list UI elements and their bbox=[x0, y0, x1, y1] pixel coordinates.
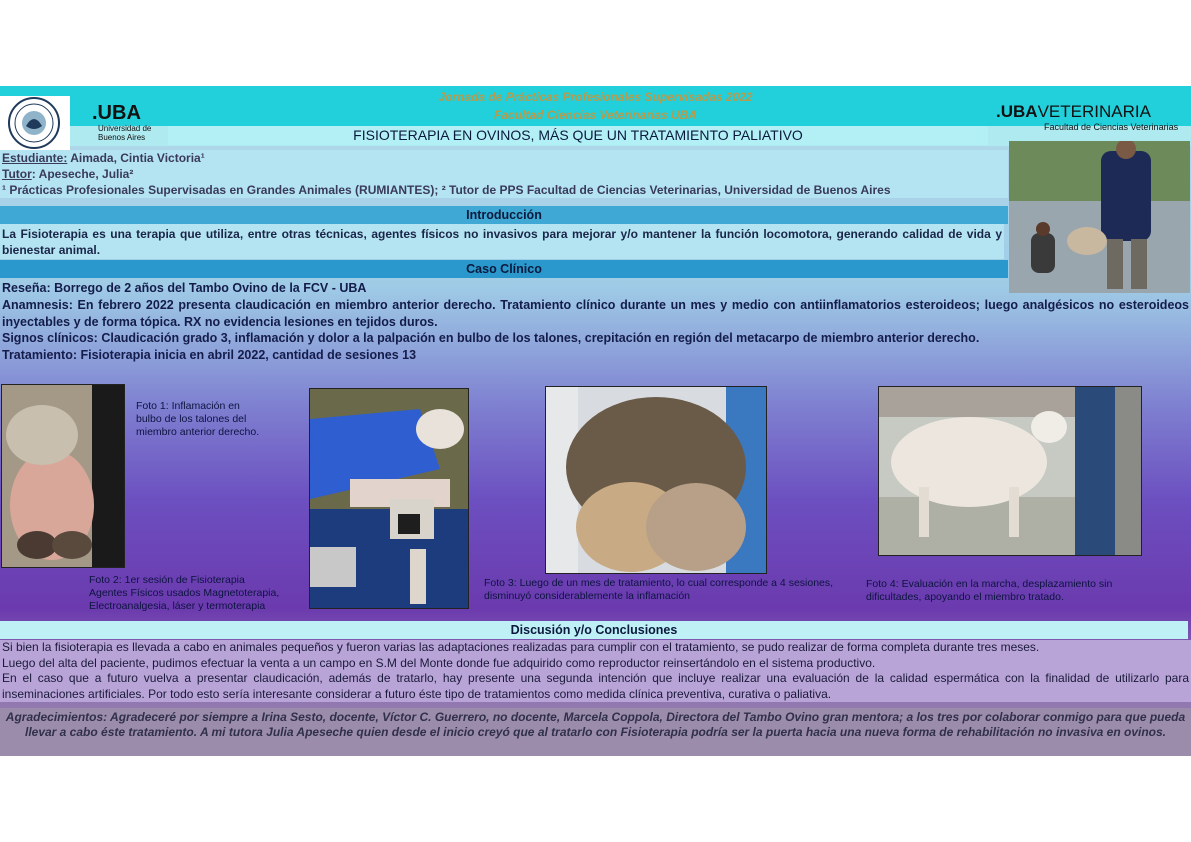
tratamiento: Tratamiento: Fisioterapia inicia en abril 2022, cantidad de sesiones 13 bbox=[2, 348, 417, 363]
event-line-1: Jornada de Prácticas Profesionales Supervisadas 2022 bbox=[438, 90, 753, 104]
intro-text: La Fisioterapia es una terapia que utiliza, entre otras técnicas, agentes físicos no invasivos para mejorar y/o mantener la función locomotora, generando calidad de vida y bienestar animal. bbox=[0, 224, 1004, 259]
signos-clinicos: Signos clínicos: Claudicación grado 3, inflamación y dolor a la palpación en bulbo de los talones, crepitación en región del metacarpo de miembro anterior derecho. bbox=[2, 331, 980, 346]
student-line: Estudiante: Aimada, Cintia Victoria¹ bbox=[2, 151, 205, 165]
discussion-p1: Si bien la fisioterapia es llevada a cabo en animales pequeños y fueron varias las adaptaciones realizadas para cumplir con el tratamiento, se pudo realizar de forma completa durante tres meses. bbox=[2, 640, 1040, 654]
caso-text bbox=[0, 280, 1191, 364]
event-line-2: Facultad Ciencias Veterinarias UBA bbox=[494, 108, 697, 122]
anamnesis: Anamnesis: En febrero 2022 presenta claudicación en miembro anterior derecho. Tratamiento clínico durante un mes y medio con antiinflamatorios esteroideos; luego analgésicos no esteroideos inyectables y de forma tópica. RX no evidencia lesiones en tejidos duros. bbox=[2, 297, 1189, 329]
acknowledgements: Agradecimientos: Agradeceré por siempre a Irina Sesto, docente, Víctor C. Guerrero, no docente, Marcela Coppola, Directora del Tambo Ovino gran mentora; a los tres por colaborar conmigo para que pueda llevar a cabo éste tratamiento. A mi tutora Julia Apeseche quien desde el inicio creyó que al tratarlo con Fisioterapia podría ser la puerta hacia una nueva forma de rehabilitación no invasiva en ovinos. bbox=[0, 708, 1191, 756]
resena: Reseña: Borrego de 2 años del Tambo Ovino de la FCV - UBA bbox=[2, 281, 367, 295]
tutor-line: Tutor: Apeseche, Julia² bbox=[2, 167, 134, 181]
uba-veterinaria-logo: .UBAVETERINARIA bbox=[996, 102, 1151, 121]
discussion-p2: Luego del alta del paciente, pudimos efectuar la venta a un campo en S.M del Monte donde fue adquirido como reproductor reinsertándolo en el sistema productivo. bbox=[2, 655, 876, 670]
photo-3-hoof-after-treatment bbox=[545, 386, 767, 574]
caption-foto-3: Foto 3: Luego de un mes de tratamiento, lo cual corresponde a 4 sesiones, disminuyó considerablemente la inflamación bbox=[484, 577, 834, 602]
caption-foto-2: Foto 2: 1er sesión de Fisioterapia Agentes Físicos usados Magnetoterapia, Electroanalgesia, láser y termoterapia bbox=[89, 574, 280, 612]
intro-heading: Introducción bbox=[0, 206, 1008, 224]
discussion-heading: Discusión y/o Conclusiones bbox=[0, 621, 1188, 639]
uba-veterinaria-subtitle: Facultad de Ciencias Veterinarias bbox=[1044, 122, 1179, 132]
photo-4-sheep-walking bbox=[878, 386, 1142, 556]
uba-logo-subtitle: Universidad de Buenos Aires bbox=[98, 124, 152, 142]
caso-heading: Caso Clínico bbox=[0, 260, 1008, 278]
poster-title: FISIOTERAPIA EN OVINOS, MÁS QUE UN TRATAMIENTO PALIATIVO bbox=[168, 126, 988, 145]
caption-foto-4: Foto 4: Evaluación en la marcha, desplazamiento sin dificultades, apoyando el miembro tratado. bbox=[866, 578, 1113, 603]
caption-foto-1: Foto 1: Inflamación en bulbo de los talones del miembro anterior derecho. bbox=[136, 400, 260, 438]
uba-logo-text: .UBA bbox=[92, 102, 141, 124]
photo-person-with-sheep bbox=[1009, 141, 1190, 293]
discussion-p3: En el caso que a futuro vuelva a presentar claudicación, además de tratarlo, hay presente una segunda intención que incluye realizar una evaluación de la calidad espermática con la finalidad de utilizarlo para inseminaciones artificiales. Por todo esto sería interesante considerar a futuro éste tipo de tratamientos como medida clínica preventiva, curativa o paliativa. bbox=[2, 671, 1189, 701]
photo-1-hoof-inflammation bbox=[1, 384, 125, 568]
discussion-text bbox=[0, 640, 1191, 702]
affiliation-line: ¹ Prácticas Profesionales Supervisadas en Grandes Animales (RUMIANTES); ² Tutor de PPS Facultad de Ciencias Veterinarias, Universidad de Buenos Aires bbox=[2, 183, 891, 197]
authors-block bbox=[0, 150, 1008, 198]
photo-2-physiotherapy-session bbox=[309, 388, 469, 609]
